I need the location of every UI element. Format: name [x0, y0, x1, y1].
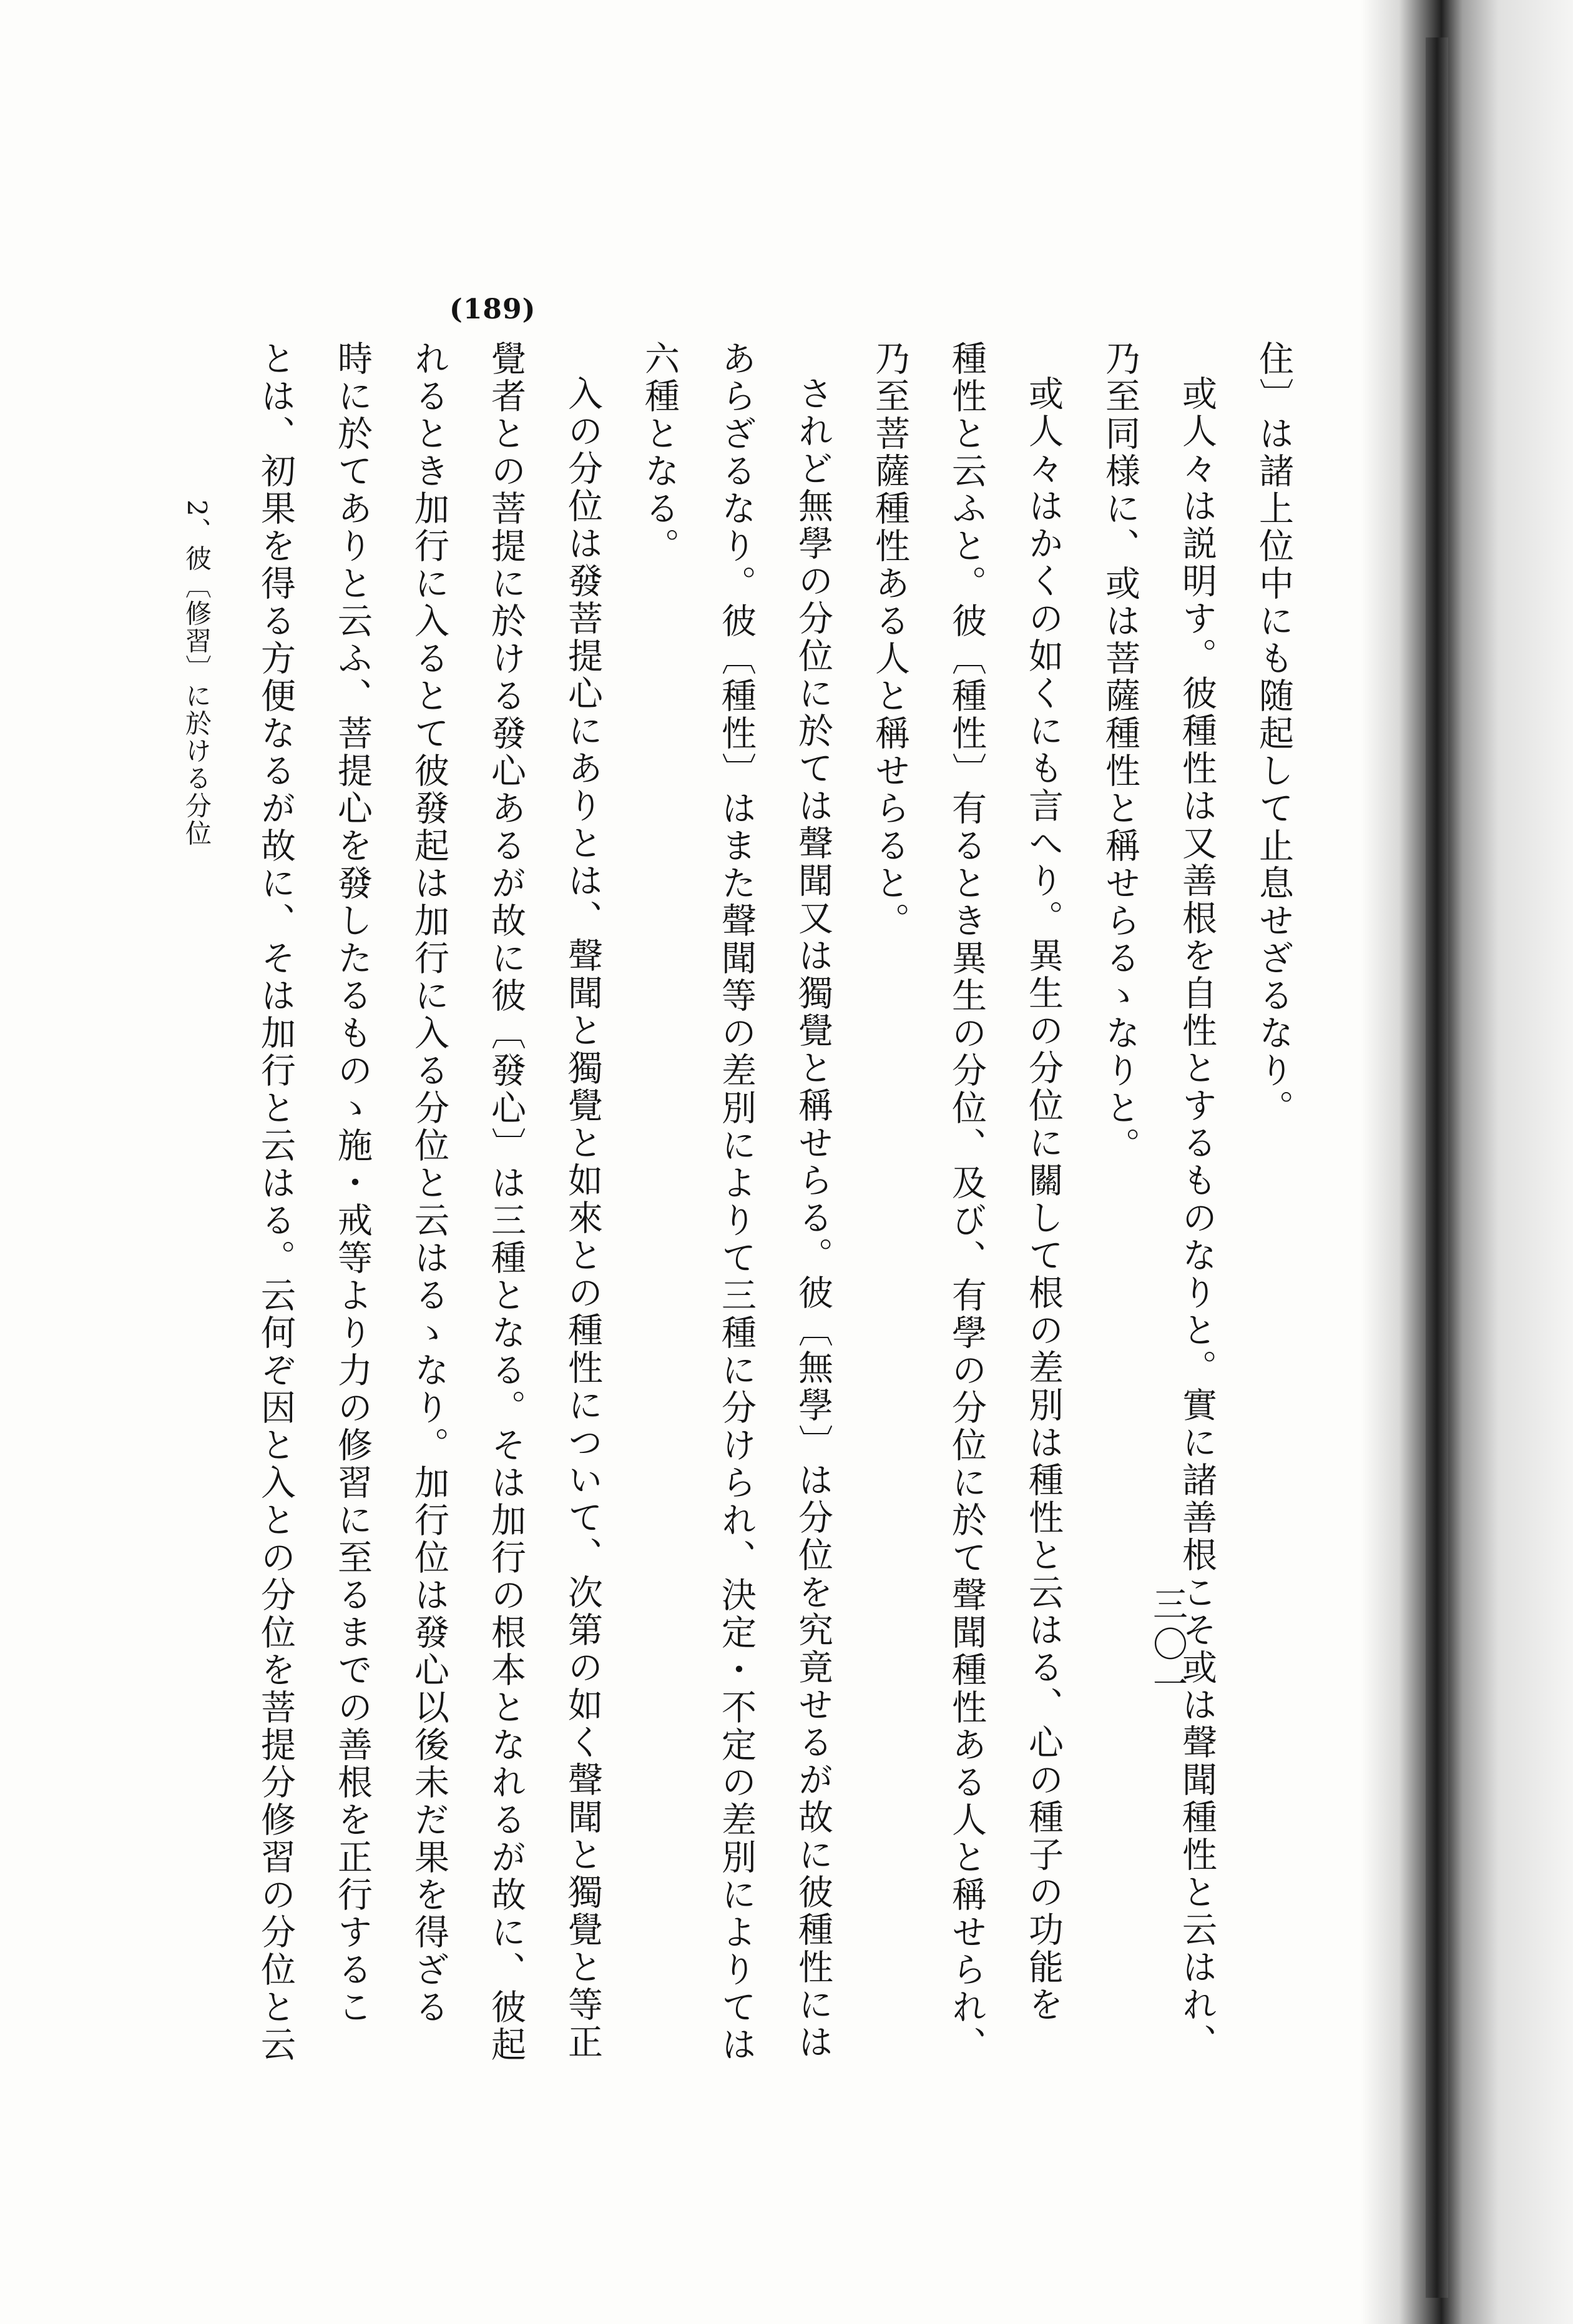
- text-column: されど無學の分位に於ては聲聞又は獨覺と稱せらる。彼〔無學〕は分位を究竟せるが故に彼種性には: [793, 375, 833, 2061]
- page-number-bottom: 三〇一: [1147, 1586, 1188, 1706]
- text-column: れるとき加行に入るとて彼發起は加行に入る分位と云はるゝなり。加行位は發心以後未だ果を得ざる: [409, 340, 449, 2026]
- text-column: 乃至同様に、或は菩薩種性と稱せらるゝなりと。: [1100, 340, 1140, 1164]
- text-column: あらざるなり。彼〔種性〕はまた聲聞等の差別によりて三種に分けられ、決定・不定の差別によりては: [716, 340, 757, 2064]
- text-column: 住〕は諸上位中にも随起して止息せざるなり。: [1253, 340, 1294, 1127]
- binding-shadow-line: [1426, 37, 1448, 2298]
- text-column: 時に於てありと云ふ、菩提心を發したるものゝ施・戒等より力の修習に至るまでの善根を正行するこ: [332, 340, 373, 2026]
- page-number-top: (189): [449, 293, 536, 325]
- text-column: 或人々は説明す。彼種性は又善根を自性とするものなりと。實に諸善根こそ或は聲聞種性と云はれ、: [1177, 375, 1217, 2061]
- text-column: 六種となる。: [639, 340, 680, 565]
- binding-shadow: [1361, 0, 1573, 2324]
- text-column: 乃至菩薩種性ある人と稱せらると。: [870, 340, 910, 940]
- text-column: 或人々はかくの如くにも言へり。異生の分位に關して根の差別は種性と云はる、心の種子の功能を: [1023, 375, 1064, 2024]
- text-column: 入の分位は發菩提心にありとは、聲聞と獨覺と如來との種性について、次第の如く聲聞と獨覺と等正: [562, 375, 603, 2061]
- text-column: 覺者との菩提に於ける發心あるが故に彼〔發心〕は三種となる。そは加行の根本となれるが故に、彼起: [486, 340, 526, 2064]
- text-column: とは、初果を得る方便なるが故に、そは加行と云はる。云何ぞ因と入との分位を菩提分修習の分位と云: [255, 340, 296, 2064]
- body-text: [237, 340, 1312, 2164]
- text-column: 種性と云ふと。彼〔種性〕有るとき異生の分位、及び、有學の分位に於て聲聞種性ある人と稱せられ、: [946, 340, 987, 2064]
- section-heading: 2、彼〔修習〕に於ける分位: [182, 500, 212, 847]
